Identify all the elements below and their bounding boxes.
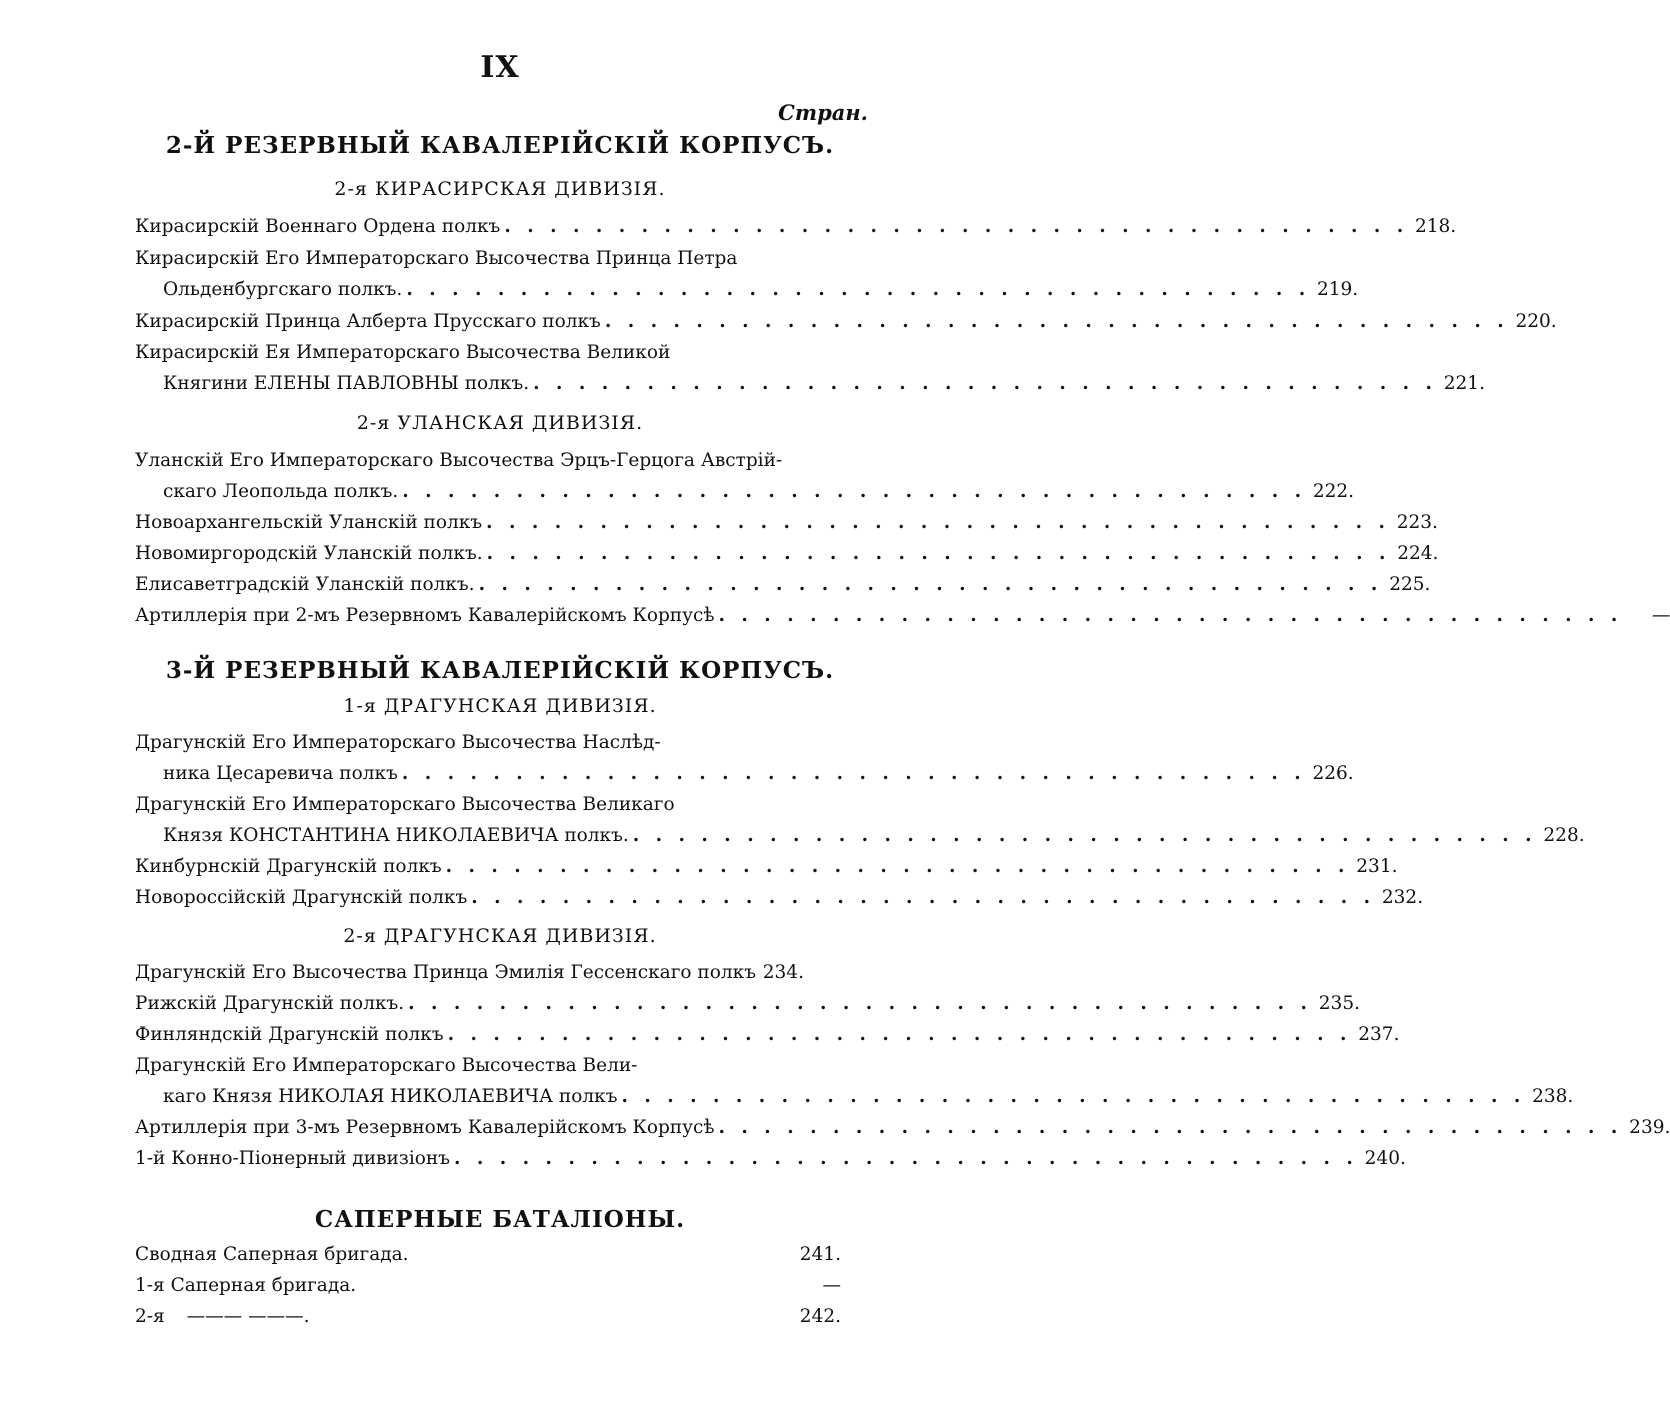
toc-entry — [135, 248, 841, 274]
toc-entry-page: 239. — [1629, 1117, 1670, 1138]
toc-entry-text: каго Князя НИКОЛАЯ НИКОЛАЕВИЧА полкъ — [163, 1086, 618, 1107]
toc-entry-text: скаго Леопольда полкъ. — [163, 481, 399, 502]
toc-entry-text: Князя КОНСТАНТИНА НИКОЛАЕВИЧА полкъ. — [163, 825, 629, 846]
toc-entry-page: 219. — [1316, 279, 1359, 300]
toc-entry — [135, 605, 1670, 631]
toc-entry-page: 234. — [762, 962, 804, 983]
dot-leader: . . . . . . . . . . . . . . . . . . . . . . . . . . . . . . . . . . . . . . . . — [486, 512, 1390, 533]
toc-entry-text: Елисаветградскій Уланскій полкъ. — [135, 574, 475, 595]
toc-entry — [163, 763, 1354, 789]
subsection-heading: 1-я ДРАГУНСКАЯ ДИВИЗІЯ. — [343, 695, 657, 717]
toc-entry-page: 226. — [1312, 763, 1354, 784]
toc-entry-text: 1-й Конно-Піонерный дивизіонъ — [135, 1148, 451, 1169]
toc-entry-page: — — [822, 1275, 841, 1296]
toc-entry-page: 218. — [1414, 216, 1457, 237]
toc-entry — [135, 1148, 1406, 1174]
toc-entry-text: ника Цесаревича полкъ — [163, 763, 398, 784]
toc-entry-page: 235. — [1318, 993, 1360, 1014]
toc-entry-page: 221. — [1443, 373, 1485, 394]
toc-entry-page: — — [1651, 605, 1670, 626]
toc-entry-page: 220. — [1515, 311, 1557, 332]
toc-entry-text: Новомиргородскій Уланскій полкъ. — [135, 543, 483, 564]
dot-leader: . . . . . . . . . . . . . . . . . . . . . . . . . . . . . . . . . . . . . . . . — [632, 825, 1537, 846]
toc-entry-text: Финляндскій Драгунскій полкъ — [135, 1024, 444, 1045]
toc-entry — [135, 216, 1457, 242]
toc-entry — [135, 794, 841, 820]
dot-leader: . . . . . . . . . . . . . . . . . . . . . . . . . . . . . . . . . . . . . . . . — [621, 1086, 1526, 1107]
toc-entry-page: 237. — [1358, 1024, 1400, 1045]
toc-entry-page: 222. — [1312, 481, 1355, 502]
toc-entry-text: Рижскій Драгунскій полкъ. — [135, 993, 405, 1014]
toc-entry-page: 238. — [1532, 1086, 1574, 1107]
toc-entry — [163, 373, 1485, 399]
toc-entry-text: Новороссійскій Драгунскій полкъ — [135, 887, 468, 908]
section-heading: САПЕРНЫЕ БАТАЛІОНЫ. — [314, 1206, 686, 1233]
toc-entry — [135, 1117, 1670, 1143]
toc-entry — [163, 279, 1359, 305]
dot-leader: . . . . . . . . . . . . . . . . . . . . . . . . . . . . . . . . . . . . . . . . — [478, 574, 1383, 595]
section-heading: 2-Й РЕЗЕРВНЫЙ КАВАЛЕРІЙСКІЙ КОРПУСЪ. — [165, 132, 835, 159]
toc-entry — [135, 1024, 1400, 1050]
toc-entry — [135, 993, 1360, 1019]
toc-entry — [135, 342, 841, 368]
toc-entry-text: Кинбурнскій Драгунскій полкъ — [135, 856, 442, 877]
toc-entry — [135, 887, 1424, 913]
toc-entry-text: Драгунскій Его Высочества Принца Эмилія Гессенскаго полкъ — [135, 962, 756, 983]
subsection-heading: 2-я КИРАСИРСКАЯ ДИВИЗІЯ. — [334, 178, 666, 200]
toc-entry — [135, 311, 1557, 337]
toc-entry-page: 241. — [799, 1244, 841, 1265]
toc-entry-page: 232. — [1381, 887, 1424, 908]
toc-entry-text: Кирасирскій Его Императорскаго Высочества Принца Петра — [135, 248, 738, 269]
toc-entry-text: 1-я Саперная бригада. — [135, 1275, 357, 1296]
subsection-heading: 2-я УЛАНСКАЯ ДИВИЗІЯ. — [356, 412, 644, 434]
subsection-heading: 2-я ДРАГУНСКАЯ ДИВИЗІЯ. — [343, 925, 657, 947]
toc-entry — [135, 856, 1398, 882]
dot-leader: . . . . . . . . . . . . . . . . . . . . . . . . . . . . . . . . . . . . . . . . — [718, 1117, 1623, 1138]
dot-leader: . . . . . . . . . . . . . . . . . . . . . . . . . . . . . . . . . . . . . . . . — [718, 605, 1623, 626]
toc-entry — [163, 481, 1355, 507]
dot-leader: . . . . . . . . . . . . . . . . . . . . . . . . . . . . . . . . . . . . . . . . — [406, 279, 1311, 300]
toc-entry-text: Артиллерія при 3-мъ Резервномъ Кавалерійскомъ Корпусѣ — [135, 1117, 715, 1138]
toc-entry-text: Ольденбургскаго полкъ. — [163, 279, 403, 300]
ditto-dashes: ——— ———. — [186, 1306, 310, 1327]
toc-entry-page: 231. — [1356, 856, 1398, 877]
toc-entry-text: 2-я — [135, 1306, 165, 1327]
toc-entry — [135, 512, 1438, 538]
toc-entry-page: 228. — [1543, 825, 1585, 846]
toc-entry — [135, 450, 841, 476]
toc-entry-page: 240. — [1364, 1148, 1406, 1169]
dot-leader: . . . . . . . . . . . . . . . . . . . . . . . . . . . . . . . . . . . . . . . . — [486, 543, 1391, 564]
toc-entry-text: Кирасирскій Принца Алберта Прусскаго полкъ — [135, 311, 601, 332]
toc-entry — [135, 543, 1439, 569]
toc-entry — [135, 962, 841, 988]
toc-entry-page: 223. — [1396, 512, 1438, 533]
dot-leader: . . . . . . . . . . . . . . . . . . . . . . . . . . . . . . . . . . . . . . . . — [454, 1148, 1358, 1169]
dot-leader: . . . . . . . . . . . . . . . . . . . . . . . . . . . . . . . . . . . . . . . . — [533, 373, 1437, 394]
dot-leader: . . . . . . . . . . . . . . . . . . . . . . . . . . . . . . . . . . . . . . . . — [504, 216, 1409, 237]
toc-entry — [135, 574, 1431, 600]
toc-entry — [135, 1055, 841, 1081]
dot-leader: . . . . . . . . . . . . . . . . . . . . . . . . . . . . . . . . . . . . . . . . — [445, 856, 1350, 877]
toc-entry — [135, 1244, 841, 1270]
toc-entry-text: Уланскій Его Императорскаго Высочества Эрцъ-Герцога Австрій- — [135, 450, 783, 471]
toc-entry-text: Кирасирскій Ея Императорскаго Высочества Великой — [135, 342, 671, 363]
toc-entry-text: Сводная Саперная бригада. — [135, 1244, 409, 1265]
toc-entry-page: 225. — [1389, 574, 1431, 595]
toc-entry-text: Княгини ЕЛЕНЫ ПАВЛОВНЫ полкъ. — [163, 373, 530, 394]
toc-entry-text: Драгунскій Его Императорскаго Высочества Наслѣд- — [135, 732, 661, 753]
dot-leader: . . . . . . . . . . . . . . . . . . . . . . . . . . . . . . . . . . . . . . . . — [408, 993, 1312, 1014]
dot-leader: . . . . . . . . . . . . . . . . . . . . . . . . . . . . . . . . . . . . . . . . — [447, 1024, 1352, 1045]
toc-entry — [163, 1086, 1574, 1112]
page-column-label: Стран. — [778, 100, 868, 125]
toc-entry-text: Кирасирскій Военнаго Ордена полкъ — [135, 216, 501, 237]
toc-entry-text: Драгунскій Его Императорскаго Высочества Вели- — [135, 1055, 638, 1076]
toc-entry — [163, 825, 1585, 851]
toc-entry-text: Артиллерія при 2-мъ Резервномъ Кавалерійскомъ Корпусѣ — [135, 605, 715, 626]
toc-entry-page: 242. — [799, 1306, 841, 1327]
toc-entry — [135, 1275, 841, 1301]
toc-entry — [135, 1306, 841, 1332]
section-heading: 3-Й РЕЗЕРВНЫЙ КАВАЛЕРІЙСКІЙ КОРПУСЪ. — [165, 657, 835, 684]
page-number: IX — [480, 50, 520, 85]
toc-entry — [135, 732, 841, 758]
toc-entry-text: Новоархангельскій Уланскій полкъ — [135, 512, 483, 533]
dot-leader: . . . . . . . . . . . . . . . . . . . . . . . . . . . . . . . . . . . . . . . . — [604, 311, 1509, 332]
dot-leader: . . . . . . . . . . . . . . . . . . . . . . . . . . . . . . . . . . . . . . . . — [471, 887, 1376, 908]
toc-entry-page: 224. — [1397, 543, 1439, 564]
dot-leader: . . . . . . . . . . . . . . . . . . . . . . . . . . . . . . . . . . . . . . . . — [402, 481, 1307, 502]
toc-entry-text: Драгунскій Его Императорскаго Высочества Великаго — [135, 794, 675, 815]
dot-leader: . . . . . . . . . . . . . . . . . . . . . . . . . . . . . . . . . . . . . . . . — [401, 763, 1306, 784]
